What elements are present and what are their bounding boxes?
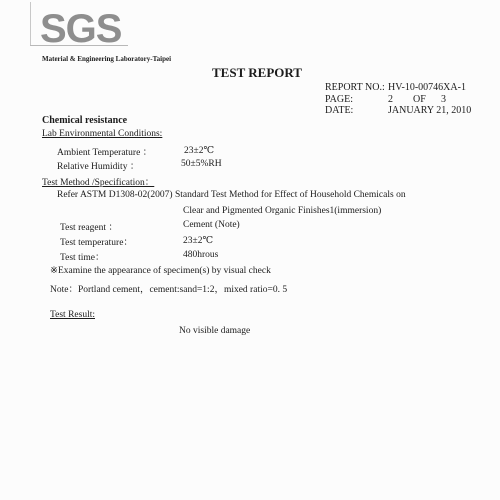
page-number: 2 (388, 94, 393, 105)
test-result-value: No visible damage (179, 326, 251, 336)
note-line: Note：Portland cement，cement:sand=1:2，mixed ratio=0. 5 (50, 285, 288, 295)
method-heading-text: Test Method /Specification： (42, 178, 155, 188)
lab-env-heading: Lab Environmental Conditions: (42, 129, 163, 139)
page-label: PAGE: (325, 94, 353, 105)
ambient-label: Ambient Temperature ： (57, 148, 153, 158)
method-line-2: Clear and Pigmented Organic Finishes1(immersion) (183, 206, 382, 216)
examine-note: ※Examine the appearance of specimen(s) by visual check (50, 266, 271, 276)
temperature-label: Test temperature： (60, 238, 133, 248)
logo-text: SGS (40, 7, 122, 48)
reagent-label: Test reagent ： (60, 223, 118, 233)
time-value: 480hrous (183, 250, 219, 260)
lab-name: Material & Engineering Laboratory-Taipei (42, 55, 172, 63)
report-title: TEST REPORT (212, 65, 302, 80)
humidity-value: 50±5%RH (181, 159, 222, 169)
method-heading (42, 174, 154, 188)
logo-divider-vertical (30, 2, 31, 46)
temperature-value: 23±2℃ (183, 236, 214, 246)
sgs-logo (38, 4, 124, 48)
date-value: JANUARY 21, 2010 (388, 105, 472, 116)
humidity-label: Relative Humidity ： (57, 162, 140, 172)
section-heading: Chemical resistance (42, 115, 128, 126)
method-line-1: Refer ASTM D1308-02(2007) Standard Test Method for Effect of Household Chemicals on (57, 190, 406, 200)
report-no-label: REPORT NO.: (325, 82, 385, 93)
reagent-value: Cement (Note) (183, 220, 240, 230)
page-of: OF (413, 94, 426, 105)
test-result-heading: Test Result: (50, 310, 95, 320)
ambient-value: 23±2℃ (184, 146, 215, 156)
date-label: DATE: (325, 105, 354, 116)
page-total: 3 (441, 94, 446, 105)
report-no-value: HV-10-00746XA-1 (388, 82, 466, 93)
time-label: Test time： (60, 253, 105, 263)
